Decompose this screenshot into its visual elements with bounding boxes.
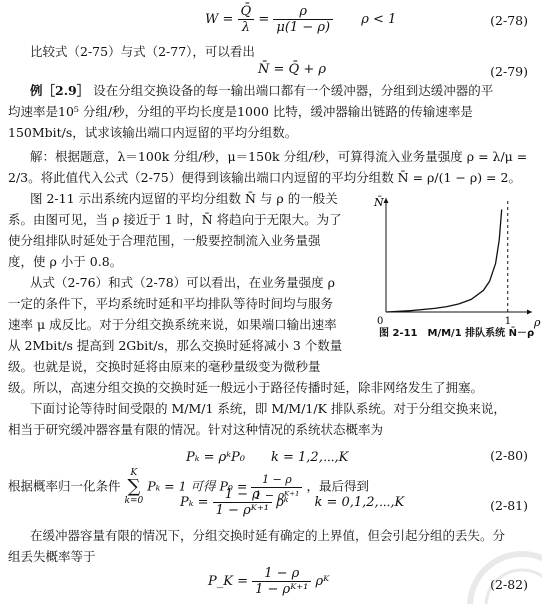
text-line: 级。也就是说，交换时延将由原来的毫秒量级变为微秒量 [8, 359, 321, 374]
denominator: 1 − ρᴷ⁺¹ [254, 488, 300, 502]
text-line: 组丢失概率等于 [8, 549, 96, 564]
equation-2-81 [180, 487, 404, 518]
fraction [252, 566, 311, 597]
text-line: 在缓冲器容量有限的情况下，分组交换时延有确定的上界值，但会引起分组的丢失。分 [30, 528, 506, 543]
text-line: 度，使 ρ 小于 0.8。 [8, 254, 123, 269]
equation-number: (2-78) [490, 13, 528, 28]
text-line: 从 2Mbit/s 提高到 2Gbit/s，那么交换时延将减小 3 个数量 [8, 338, 343, 353]
x-tick-label-1: 1 [504, 316, 512, 327]
service-rate-paragraph [8, 272, 364, 377]
text-segment: 根据概率归一化条件 [8, 478, 121, 494]
y-axis-arrow [384, 198, 389, 203]
eq-lhs: P_K = [208, 574, 248, 589]
equation-2-78 [205, 4, 396, 35]
text-segment: Pₖ = 1 可得 P₀ = [147, 478, 248, 494]
text-line: 相当于研究缓冲器容量有限的情况。针对这种情况的系统状态概率为 [8, 422, 384, 437]
eq-lhs: W = [205, 12, 234, 27]
numerator: Q̄ [238, 4, 255, 20]
fraction [213, 487, 272, 518]
numerator: 1 − ρ [251, 472, 302, 488]
denominator: λ [241, 20, 250, 35]
equation-2-80: Pₖ = ρᵏP₀ k = 1,2,⋯,K [186, 450, 349, 465]
solution-paragraph [8, 146, 536, 188]
figure-2-11-chart [364, 190, 542, 340]
example-line: 150Mbit/s，试求该输出端口内逗留的平均分组数。 [8, 125, 298, 140]
solution-line: 2/3。将此值代入公式（2-75）便得到该输出端口内逗留的平均分组数 N̄ = ρ/(1 − ρ) = 2。 [8, 170, 521, 185]
text-line: 从式（2-76）和式（2-78）可以看出，在业务量强度 ρ [30, 275, 335, 290]
numerator: ρ [273, 4, 333, 20]
equals-sign: = [258, 12, 270, 27]
compare-line: 比较式（2-75）与式（2-77），可以看出 [30, 44, 255, 59]
equation-2-82 [208, 566, 329, 597]
sum-upper-limit: K [130, 468, 138, 478]
numerator: 1 − ρ [252, 566, 311, 582]
denominator: μ(1 − ρ) [276, 20, 331, 35]
equation-number: (2-79) [490, 64, 528, 79]
summation-symbol: K ∑ k=0 [124, 468, 144, 506]
sum-lower-limit: k=0 [124, 496, 144, 506]
equation-number: (2-81) [490, 498, 528, 513]
text-line: 图 2-11 示出系统内逗留的平均分组数 N̄ 与 ρ 的一般关 [30, 191, 338, 206]
x-axis-label: ρ [534, 316, 541, 329]
denominator: 1 − ρᴷ⁺¹ [215, 503, 269, 518]
eq-lhs: Pₖ = [180, 495, 209, 510]
equation-2-79: N̄ = Q̄ + ρ [258, 62, 326, 77]
text-line: 使分组排队时延处于合理范围，一般要控制流入业务量强 [8, 233, 321, 248]
text-line: 系。由图可见，当 ρ 接近于 1 时，N̄ 将趋向于无限大。为了 [8, 212, 342, 227]
x-axis-arrow [527, 310, 532, 315]
nbar-rho-curve [386, 209, 502, 312]
text-line: 一定的条件下，平均系统时延和平均排队等待时间均与服务 [8, 296, 334, 311]
figure-description-paragraph [8, 188, 364, 272]
figure-caption: 图 2-11 M/M/1 排队系统 N̄－ρ [379, 328, 535, 339]
example-paragraph [8, 80, 536, 143]
numerator: 1 − ρ [213, 487, 272, 503]
condition: ρ < 1 [361, 12, 397, 27]
equation-number: (2-82) [490, 577, 528, 592]
watermark-stamp [412, 544, 542, 604]
text-line: 下面讨论等待时间受限的 M/M/1 系统，即 M/M/1/K 排队系统。对于分组交换来说， [30, 401, 506, 416]
fraction-q-over-lambda [238, 4, 255, 35]
denominator: 1 − ρᴷ⁺¹ [255, 582, 309, 597]
text-segment: ，最后得到 [306, 478, 369, 494]
eq-tail: ρᵏ k = 0,1,2,⋯,K [276, 495, 405, 510]
text-line: 速率 μ 成反比。对于分组交换系统来说，如果端口输出速率 [8, 317, 337, 332]
mm1k-paragraph [8, 398, 536, 440]
fraction-rho-over-mu [273, 4, 333, 35]
origin-label: 0 [377, 316, 384, 327]
text-line: 级。所以，高速分组交换的交换时延一般远小于路径传播时延，除非网络发生了拥塞。 [8, 380, 484, 395]
example-line: 设在分组交换设备的每一输出端口都有一个缓冲器，分组到达缓冲器的平 [93, 83, 494, 98]
example-line: 均速率是10⁵ 分组/秒，分组的平均长度是1000 比特，缓冲器输出链路的传输速率是 [8, 104, 473, 119]
example-tag: 例［2.9］ [30, 83, 90, 98]
eq-tail: ρᴷ [315, 574, 330, 589]
y-axis-label: N̄ [374, 196, 384, 209]
equation-number: (2-80) [490, 448, 528, 463]
solution-line: 解：根据题意，λ＝100k 分组/秒，μ＝150k 分组/秒，可算得流入业务量强度 ρ = λ/μ = [30, 149, 528, 164]
